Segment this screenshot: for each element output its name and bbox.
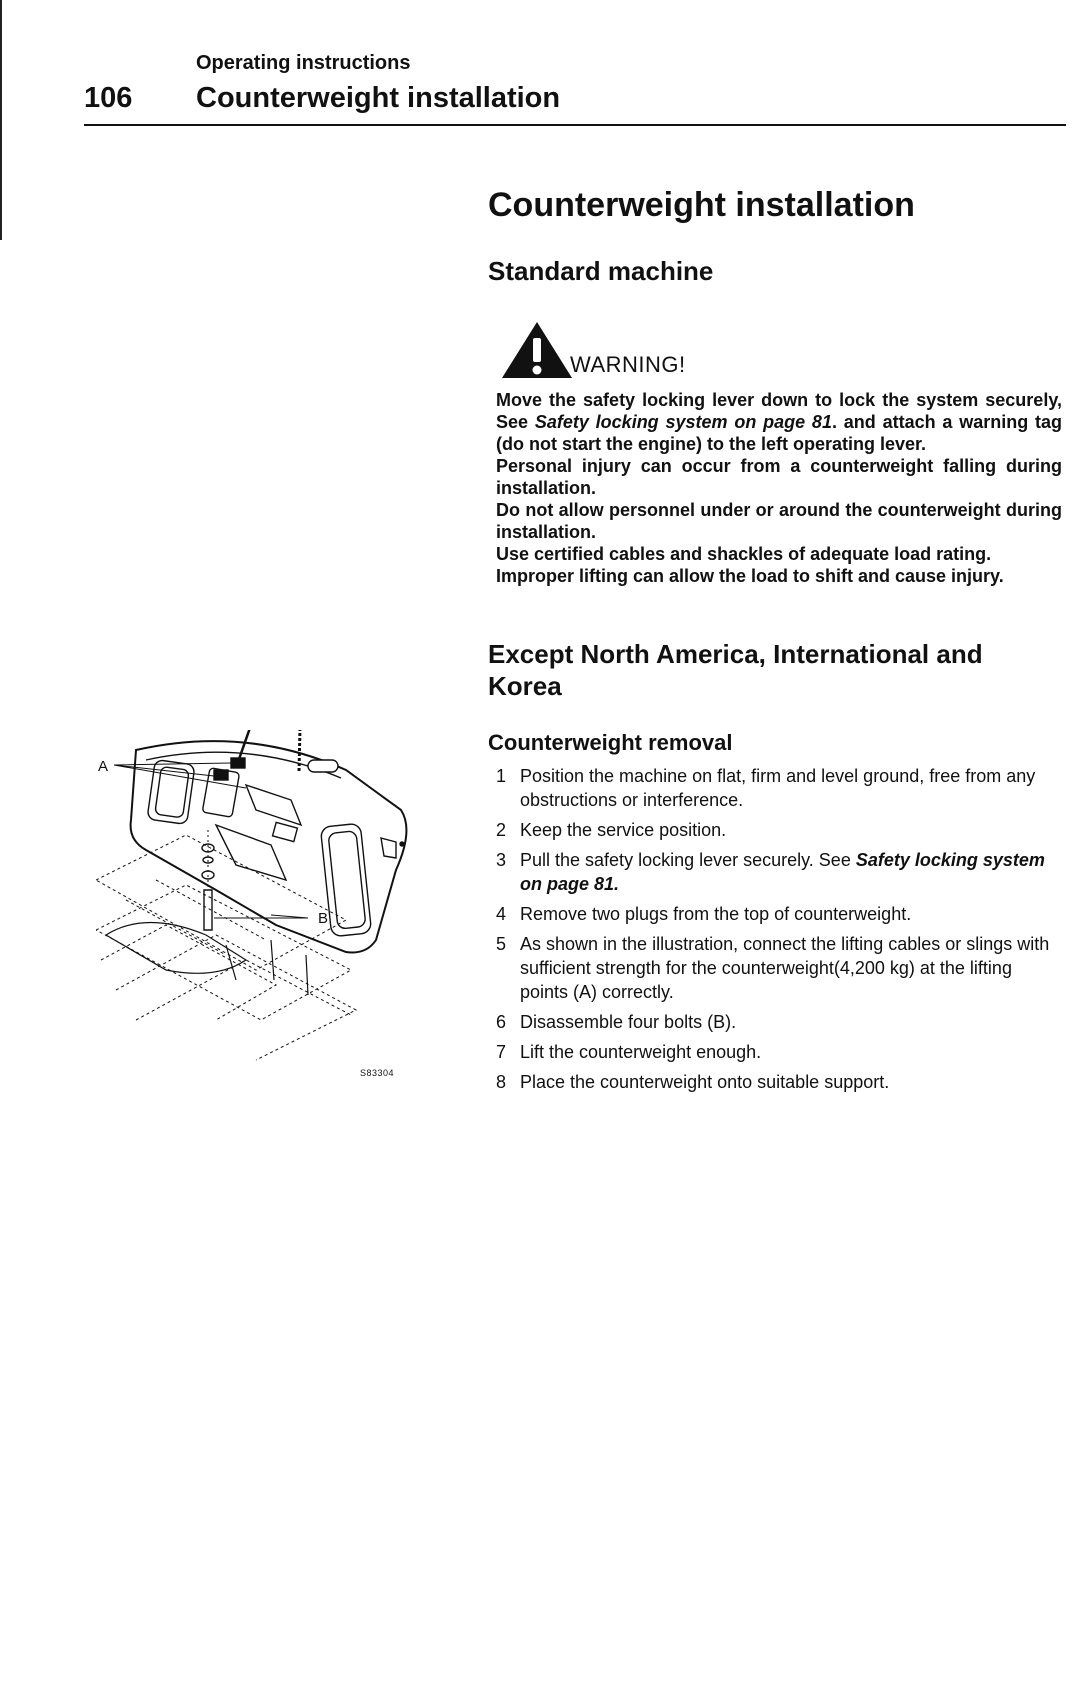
warning-label: WARNING!: [570, 352, 686, 377]
figure-label-b: B: [318, 910, 329, 927]
warning-p1-pre: Move the safety locking lever down to lock the system securely, See: [496, 390, 1062, 432]
step-text: Place the counterweight onto suitable support.: [520, 1072, 890, 1092]
warning-p1-reference: Safety locking system on page 81: [534, 412, 832, 432]
page-number: 106: [84, 82, 133, 114]
step-number: 8: [496, 1072, 507, 1092]
step-number: 3: [496, 850, 507, 870]
step-reference: Safety locking system on page 81.: [520, 850, 1045, 894]
step-number: 1: [496, 766, 507, 786]
removal-heading: Counterweight removal: [488, 730, 733, 755]
step-number: 5: [496, 934, 507, 954]
warning-paragraph: [496, 389, 1062, 455]
step-number: 4: [496, 904, 507, 924]
header-divider: [84, 124, 1066, 126]
removal-steps: [488, 764, 1063, 1100]
warning-text: [496, 389, 1062, 587]
list-item: [488, 932, 1063, 1004]
step-text: Lift the counterweight enough.: [520, 1042, 762, 1062]
list-item: [488, 764, 1063, 812]
step-number: 2: [496, 820, 507, 840]
warning-paragraph: Improper lifting can allow the load to shift and cause injury.: [496, 566, 1004, 586]
list-item: [488, 848, 1063, 896]
figure-id: S83304: [360, 1068, 395, 1078]
list-item: [488, 1040, 1063, 1064]
counterweight-illustration: [96, 730, 436, 1075]
warning-p1-post: . and attach a warning tag (do not start the engine) to the left operating lever.: [496, 412, 1063, 454]
list-item: [488, 1070, 1063, 1094]
step-text: Pull the safety locking lever securely. See: [520, 850, 856, 870]
warning-paragraph: Do not allow personnel under or around the counterweight during installation.: [496, 500, 1062, 542]
binding-edge: [0, 0, 2, 240]
step-text: Position the machine on flat, firm and level ground, free from any obstructions or interference.: [520, 766, 1036, 810]
step-number: 7: [496, 1042, 507, 1062]
section-subtitle: Standard machine: [488, 256, 714, 286]
step-text: As shown in the illustration, connect the lifting cables or slings with sufficient strength for the counterweight(4,200 kg) at the lifting points (A) correctly.: [520, 934, 1050, 1002]
warning-paragraph: Use certified cables and shackles of adequate load rating.: [496, 544, 992, 564]
figure-label-a: A: [98, 758, 109, 775]
step-number: 6: [496, 1012, 507, 1032]
list-item: [488, 1010, 1063, 1034]
step-text: Keep the service position.: [520, 820, 727, 840]
list-item: [488, 902, 1063, 926]
step-text: Remove two plugs from the top of counterweight.: [520, 904, 912, 924]
step-text: Disassemble four bolts (B).: [520, 1012, 737, 1032]
header-title: Counterweight installation: [196, 82, 561, 114]
region-heading: Except North America, International and Korea: [488, 639, 983, 701]
warning-header: [500, 320, 800, 380]
page-title: Counterweight installation: [488, 186, 915, 224]
warning-triangle-icon: [500, 320, 574, 380]
warning-paragraph: Personal injury can occur from a counterweight falling during installation.: [496, 456, 1062, 498]
header-section-label: Operating instructions: [196, 52, 411, 74]
list-item: [488, 818, 1063, 842]
page-header: [84, 82, 1066, 122]
